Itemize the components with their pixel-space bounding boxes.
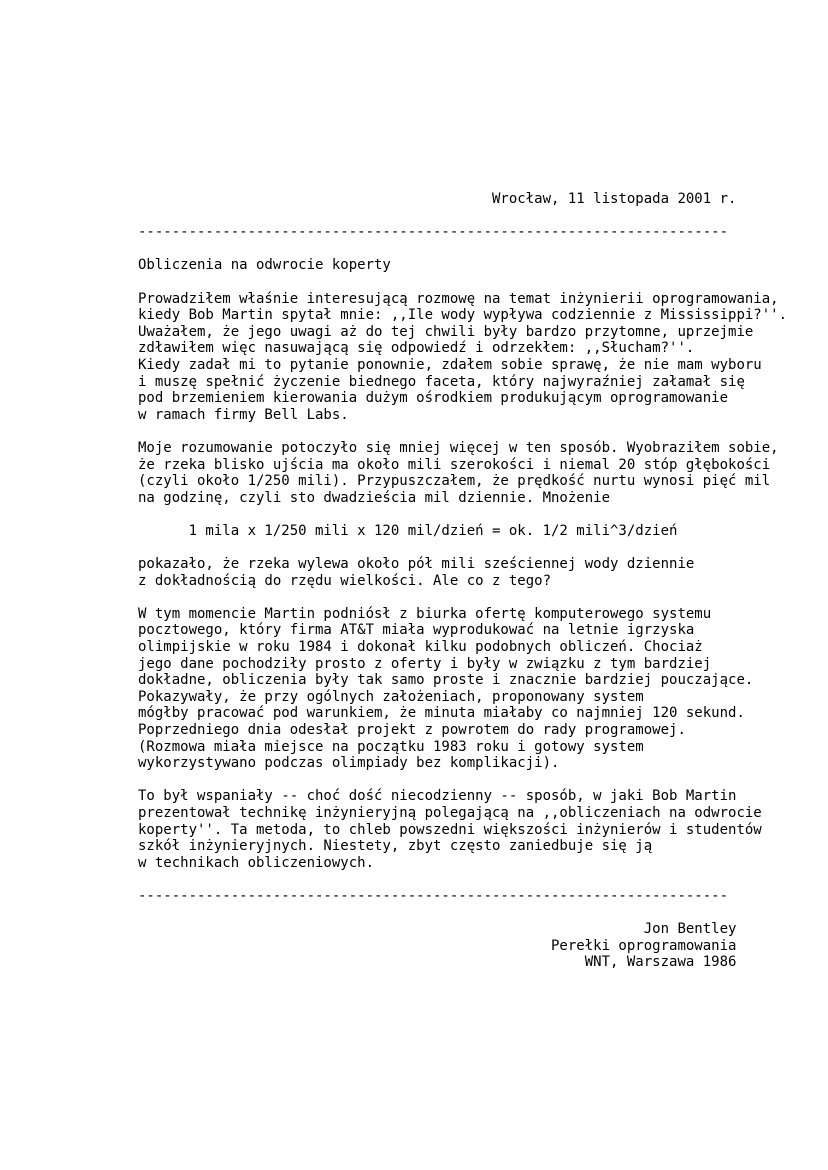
text-line: jego dane pochodziły prosto z oferty i były w związku z tym bardziej xyxy=(138,655,712,672)
text-line xyxy=(138,423,787,440)
text-line: i muszę spełnić życzenie biednego faceta, który najwyraźniej załamał się xyxy=(138,373,745,390)
text-line: pocztowego, który firma AT&T miała wyprodukować na letnie igrzyska xyxy=(138,622,695,639)
text-line: szkół inżynieryjnych. Niestety, zbyt często zaniedbuje się ją xyxy=(138,838,653,855)
text-line: Wrocław, 11 listopada 2001 r. xyxy=(138,191,737,207)
text-line: WNT, Warszawa 1986 xyxy=(138,954,737,971)
document-text xyxy=(138,191,787,971)
text-line: wykorzystywano podczas olimpiady bez komplikacji). xyxy=(138,755,560,772)
text-line: na godzinę, czyli sto dwadzieścia mil dziennie. Mnożenie xyxy=(138,489,611,506)
text-line: kiedy Bob Martin spytał mnie: ,,Ile wody wypływa codziennie z Mississippi?''. xyxy=(138,307,788,324)
text-line xyxy=(138,589,787,606)
text-line: Prowadziłem właśnie interesującą rozmowę na temat inżynierii oprogramowania, xyxy=(138,290,779,307)
text-line: Uważałem, że jego uwagi aż do tej chwili były bardzo przytomne, uprzejmie xyxy=(138,323,754,340)
text-line: W tym momencie Martin podniósł z biurka ofertę komputerowego systemu xyxy=(138,605,712,622)
text-line: że rzeka blisko ujścia ma około mili szerokości i niemal 20 stóp głębokości xyxy=(138,456,771,473)
text-line: mógłby pracować pod warunkiem, że minuta miałaby co najmniej 120 sekund. xyxy=(138,705,745,722)
text-line xyxy=(138,772,787,789)
text-line: olimpijskie w roku 1984 i dokonał kilku podobnych obliczeń. Chociaż xyxy=(138,639,703,656)
text-line: z dokładnością do rzędu wielkości. Ale co z tego? xyxy=(138,572,552,589)
text-line: ---------------------------------------------------------------------- xyxy=(138,887,729,904)
text-line xyxy=(138,274,787,291)
text-line: 1 mila x 1/250 mili x 120 mil/dzień = ok. 1/2 mili^3/dzień xyxy=(138,522,678,539)
text-line: Pokazywały, że przy ogólnych założeniach, proponowany system xyxy=(138,688,644,705)
text-line: pokazało, że rzeka wylewa około pół mili sześciennej wody dziennie xyxy=(138,556,695,573)
text-line: Kiedy zadał mi to pytanie ponownie, zdałem sobie sprawę, że nie mam wyboru xyxy=(138,356,762,373)
text-line: (Rozmowa miała miejsce na początku 1983 roku i gotowy system xyxy=(138,738,644,755)
text-line: Perełki oprogramowania xyxy=(138,937,737,954)
text-line: zdławiłem więc nasuwającą się odpowiedź i odrzekłem: ,,Słucham?''. xyxy=(138,340,695,357)
text-line: dokładne, obliczenia były tak samo proste i znacznie bardziej pouczające. xyxy=(138,672,754,689)
text-line: (czyli około 1/250 mili). Przypuszczałem, że prędkość nurtu wynosi pięć mil xyxy=(138,473,771,490)
text-line xyxy=(138,905,787,922)
text-line xyxy=(138,241,787,258)
text-line: pod brzemieniem kierowania dużym ośrodkiem produkującym oprogramowanie xyxy=(138,390,729,407)
text-line: w ramach firmy Bell Labs. xyxy=(138,406,349,423)
text-line: To był wspaniały -- choć dość niecodzienny -- sposób, w jaki Bob Martin xyxy=(138,788,737,805)
text-line xyxy=(138,506,787,523)
text-line: Moje rozumowanie potoczyło się mniej więcej w ten sposób. Wyobraziłem sobie, xyxy=(138,439,779,456)
text-line xyxy=(138,539,787,556)
text-line: ---------------------------------------------------------------------- xyxy=(138,224,729,241)
text-line: w technikach obliczeniowych. xyxy=(138,854,375,871)
text-line xyxy=(138,871,787,888)
text-line: prezentował technikę inżynieryjną polegającą na ,,obliczeniach na odwrocie xyxy=(138,804,762,821)
text-line: Obliczenia na odwrocie koperty xyxy=(138,257,391,274)
text-line: koperty''. Ta metoda, to chleb powszedni większości inżynierów i studentów xyxy=(138,821,762,838)
text-line: Poprzedniego dnia odesłał projekt z powrotem do rady programowej. xyxy=(138,722,686,738)
text-line xyxy=(138,208,787,225)
text-line: Jon Bentley xyxy=(138,921,737,938)
